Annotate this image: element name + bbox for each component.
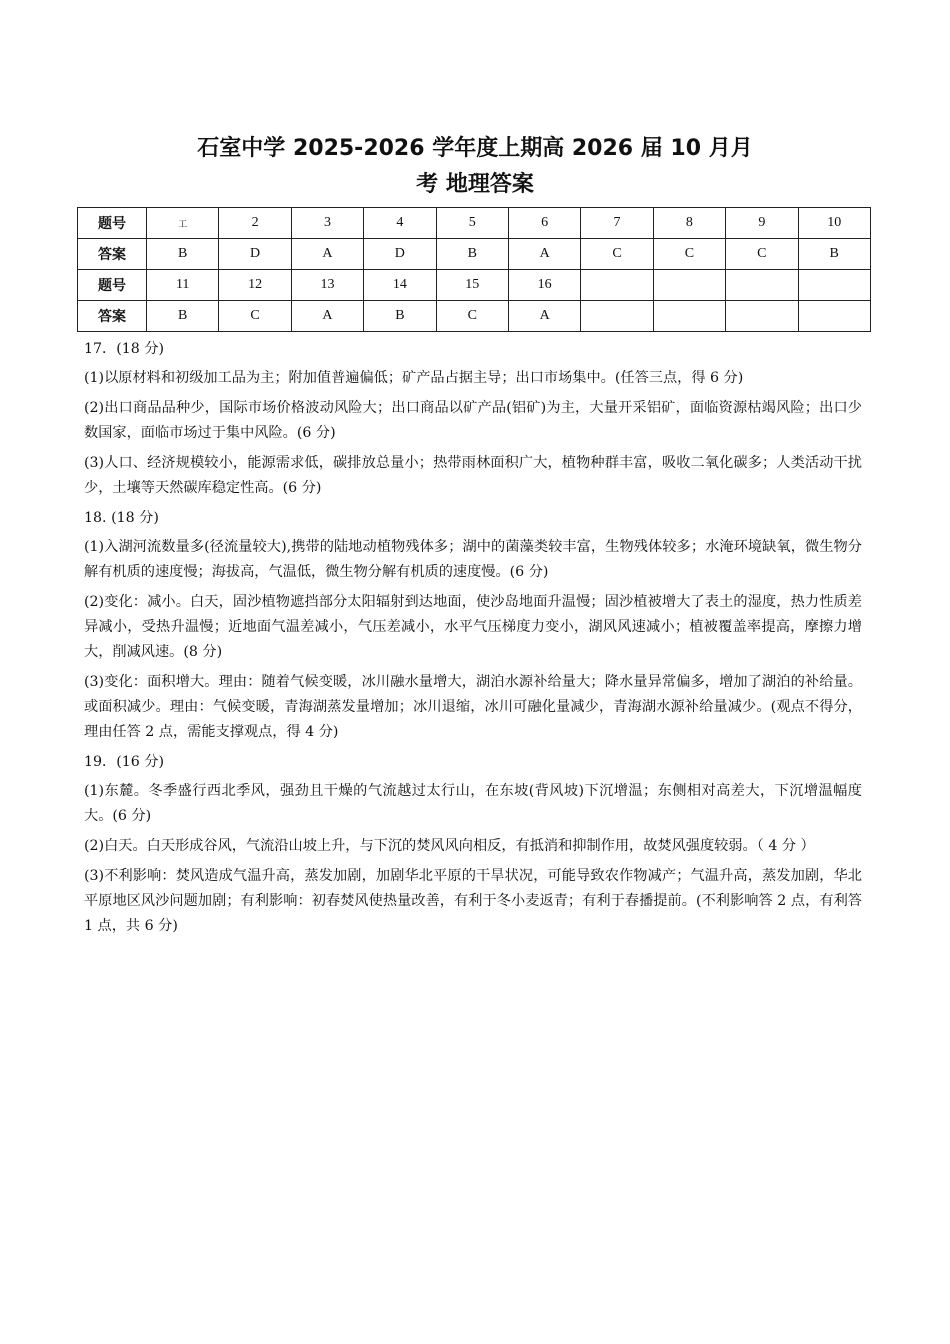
table-cell: B (798, 239, 870, 270)
table-cell: A (291, 239, 363, 270)
table-cell: A (291, 301, 363, 332)
table-cell: C (436, 301, 508, 332)
question-19-heading: 19．(16 分) (84, 754, 165, 770)
answer-table (77, 207, 871, 332)
table-cell: 15 (436, 270, 508, 301)
table-cell: 13 (291, 270, 363, 301)
table-cell: B (436, 239, 508, 270)
table-cell: 5 (436, 208, 508, 239)
table-cell (798, 270, 870, 301)
table-cell: A (508, 301, 580, 332)
table-cell: A (508, 239, 580, 270)
table-cell: 6 (508, 208, 580, 239)
row-label: 答案 (78, 239, 147, 270)
table-cell: 9 (726, 208, 798, 239)
question-19-part-1: (1)东麓。冬季盛行西北季风，强劲且干燥的气流越过太行山，在东坡(背风坡)下沉增温；东侧相对高差大，下沉增温幅度大。(6 分) (84, 783, 862, 824)
row-label: 答案 (78, 301, 147, 332)
question-17-part-3: (3)人口、经济规模较小，能源需求低，碳排放总量小；热带雨林面积广大，植物种群丰富，吸收二氧化碳多；人类活动干扰少，土壤等天然碳库稳定性高。(6 分) (84, 455, 862, 496)
table-cell (653, 301, 725, 332)
table-cell: 12 (219, 270, 291, 301)
table-cell (653, 270, 725, 301)
table-cell (726, 301, 798, 332)
table-cell: 10 (798, 208, 870, 239)
question-17-part-1: (1)以原材料和初级加工品为主；附加值普遍偏低；矿产品占据主导；出口市场集中。(任答三点，得 6 分) (84, 370, 744, 386)
question-18-part-3: (3)变化：面积增大。理由：随着气候变暖，冰川融水量增大，湖泊水源补给量大；降水量异常偏多，增加了湖泊的补给量。或面积减少。理由：气候变暖，青海湖蒸发量增加；冰川退缩，冰川可融化量减少，青海湖水源补给量减少。(观点不得分，理由任答 2 点，需能支撑观点，得 4 分) (84, 674, 862, 740)
table-cell (581, 301, 653, 332)
table-cell: B (147, 301, 219, 332)
question-18-heading: 18. (18 分) (84, 510, 159, 526)
question-19-part-3: (3)不利影响：焚风造成气温升高，蒸发加剧，加剧华北平原的干旱状况，可能导致农作物减产；气温升高，蒸发加剧，华北平原地区风沙问题加剧；有利影响：初春焚风使热量改善，有利于冬小麦返青；有利于春播提前。(不利影响答 2 点，有利答 1 点，共 6 分) (84, 868, 862, 934)
table-cell: C (219, 301, 291, 332)
question-17-part-2: (2)出口商品品种少，国际市场价格波动风险大；出口商品以矿产品(铝矿)为主，大量开采铝矿，面临资源枯竭风险；出口少数国家，面临市场过于集中风险。(6 分) (84, 400, 862, 441)
table-cell: D (364, 239, 436, 270)
answer-content (84, 337, 862, 944)
table-cell: C (653, 239, 725, 270)
question-19-part-2: (2)白天。白天形成谷风，气流沿山坡上升，与下沉的焚风风向相反，有抵消和抑制作用，故焚风强度较弱。（ 4 分 ） (84, 838, 815, 854)
row-label: 题号 (78, 270, 147, 301)
table-row (78, 239, 871, 270)
table-row (78, 301, 871, 332)
table-cell (581, 270, 653, 301)
question-18-part-1: (1)入湖河流数量多(径流量较大),携带的陆地动植物残体多；湖中的菌藻类较丰富，生物残体较多；水淹环境缺氧，微生物分解有机质的速度慢；海拔高，气温低，微生物分解有机质的速度慢。(6 分) (84, 539, 862, 580)
table-cell: 8 (653, 208, 725, 239)
table-row (78, 270, 871, 301)
table-cell: D (219, 239, 291, 270)
question-18-part-2: (2)变化：减小。白天，固沙植物遮挡部分太阳辐射到达地面，使沙岛地面升温慢；固沙植被增大了表土的湿度，热力性质差异减小，受热升温慢；近地面气温差减小，气压差减小，水平气压梯度力变小，湖风风速减小；植被覆盖率提高，摩擦力增大，削减风速。(8 分) (84, 594, 862, 660)
table-cell (798, 301, 870, 332)
table-cell: 7 (581, 208, 653, 239)
question-17-heading: 17．(18 分) (84, 341, 165, 357)
table-cell: 工 (147, 208, 219, 239)
table-cell: 14 (364, 270, 436, 301)
table-cell: 11 (147, 270, 219, 301)
table-row (78, 208, 871, 239)
table-cell: 4 (364, 208, 436, 239)
page-title: 石室中学 2025-2026 学年度上期高 2026 届 10 月月 (197, 136, 753, 161)
table-cell (726, 270, 798, 301)
table-cell: B (147, 239, 219, 270)
table-cell: C (726, 239, 798, 270)
table-cell: B (364, 301, 436, 332)
table-cell: C (581, 239, 653, 270)
page-subtitle: 考 地理答案 (416, 172, 534, 197)
table-cell: 3 (291, 208, 363, 239)
table-cell: 16 (508, 270, 580, 301)
table-cell: 2 (219, 208, 291, 239)
row-label: 题号 (78, 208, 147, 239)
